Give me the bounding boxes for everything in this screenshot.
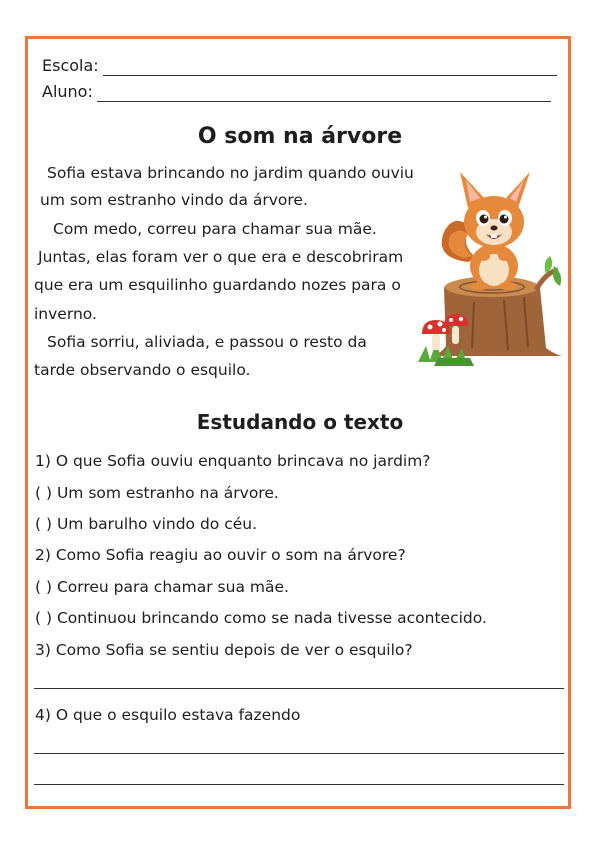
story-line-8: tarde observando o esquilo. (34, 361, 251, 379)
school-label: Escola: (42, 56, 99, 75)
question-4: 4) O que o esquilo estava fazendo (35, 706, 301, 724)
student-field[interactable] (97, 85, 551, 102)
squirrel-on-stump-icon (414, 162, 566, 372)
story-line-7: Sofia sorriu, aliviada, e passou o resto da (47, 333, 367, 351)
page-title: O som na árvore (197, 124, 403, 149)
story-line-1: Sofia estava brincando no jardim quando ouviu (47, 164, 414, 182)
story-line-4: Juntas, elas foram ver o que era e descobriram (38, 248, 404, 266)
school-line (42, 56, 557, 76)
option-1a[interactable]: ( ) Um som estranho na árvore. (35, 484, 279, 502)
school-field[interactable] (103, 59, 557, 76)
section-title: Estudando o texto (196, 410, 404, 434)
option-2b[interactable]: ( ) Continuou brincando como se nada tivesse acontecido. (35, 609, 487, 627)
question-1: 1) O que Sofia ouviu enquanto brincava no jardim? (35, 452, 431, 470)
option-1b[interactable]: ( ) Um barulho vindo do céu. (35, 515, 258, 533)
student-label: Aluno: (42, 82, 93, 101)
story-line-6: inverno. (34, 305, 97, 323)
answer-line-4b[interactable] (34, 784, 564, 785)
option-2a[interactable]: ( ) Correu para chamar sua mãe. (35, 578, 289, 596)
question-3: 3) Como Sofia se sentiu depois de ver o esquilo? (35, 641, 413, 659)
story-line-3: Com medo, correu para chamar sua mãe. (53, 220, 377, 238)
story-line-2: um som estranho vindo da árvore. (40, 191, 308, 209)
answer-line-4a[interactable] (34, 753, 564, 754)
student-line (42, 82, 551, 102)
story-line-5: que era um esquilinho guardando nozes para o (34, 276, 401, 294)
answer-line-3[interactable] (34, 688, 564, 689)
question-2: 2) Como Sofia reagiu ao ouvir o som na árvore? (35, 546, 406, 564)
